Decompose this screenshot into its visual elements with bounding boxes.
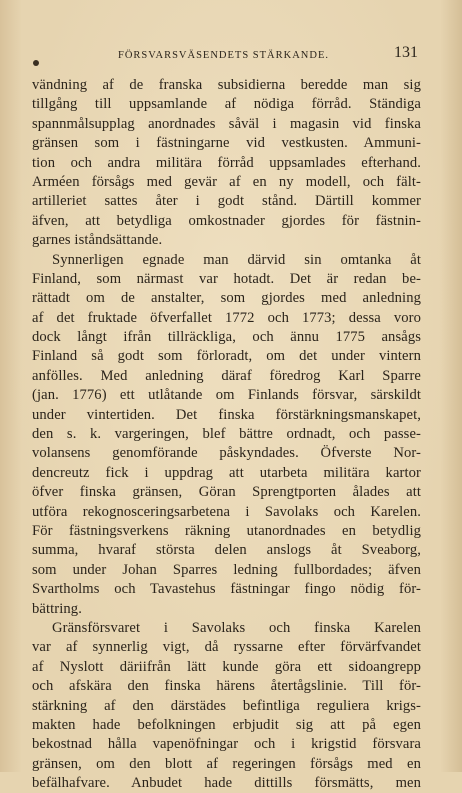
body-text xyxy=(32,76,421,793)
text-line: utföra rekognosceringsarbetena i Savolaks och Karelen. xyxy=(32,503,421,520)
text-line: makten hade befolkningen erbjudit sig att på egen xyxy=(32,716,421,733)
text-line: gränsen som i fästningarne vid vestkusten. Ammuni- xyxy=(32,135,421,152)
text-line: dencreutz fick i uppdrag att utarbeta militära kartor xyxy=(32,464,421,481)
text-line: Synnerligen egnade man därvid sin omtanka åt xyxy=(52,251,421,268)
text-line: anfölles. Med anledning däraf föredrog Karl Sparre xyxy=(32,367,421,384)
text-line: (jan. 1776) ett utlåtande om Finlands försvar, särskildt xyxy=(32,387,421,404)
text-line: som under Johan Sparres ledning fullbordades; äfven xyxy=(32,561,421,578)
text-line: gränsen, om den blott af regeringen försågs med en xyxy=(32,755,421,772)
text-line: Gränsförsvaret i Savolaks och finska Karelen xyxy=(52,619,421,636)
text-line: äfven, att betydliga omkostnader gjordes för fästnin- xyxy=(32,212,421,229)
text-line: bekostnad hålla vapenöfningar och i krigstid försvara xyxy=(32,736,421,753)
text-line: dock långt ifrån tillräckliga, och ännu 1775 ansågs xyxy=(32,329,421,346)
text-line: var af synnerlig vigt, då ryssarne efter förvärfvandet xyxy=(32,639,421,656)
text-line: För fästningsverkens räkning utanordnades en betydlig xyxy=(32,522,421,539)
text-line: befälhafvare. Anbudet hade dittills försmätts, men xyxy=(32,775,421,792)
page-header xyxy=(30,44,430,64)
text-line: den s. k. vargeringen, blef bättre ordnadt, och passe- xyxy=(32,426,421,443)
text-line: Finland, som närmast var hotadt. Det är redan be- xyxy=(32,270,421,287)
text-line: stärkning af den därstädes befintliga reguliera krigs- xyxy=(32,697,421,714)
text-line: rättadt om de anstalter, som gjordes med anledning xyxy=(32,290,421,307)
text-line: artilleriet sattes åter i godt stånd. Därtill kommer xyxy=(32,193,421,210)
text-line: af Nyslott däriifrån lätt kunde göra ett sidoangrepp xyxy=(32,658,421,675)
text-line: Finland så godt som förloradt, om det under vintern xyxy=(32,348,421,365)
text-line: Arméen försågs med gevär af en ny modell, och fält- xyxy=(32,173,421,190)
text-line: och afskära den finska härens återtågslinie. Till för- xyxy=(32,678,421,695)
text-line: tillgång till uppsamlande af nödiga förråd. Ständiga xyxy=(32,96,421,113)
text-line: volansens genomförande påskyndades. Öfverste Nor- xyxy=(32,445,421,462)
text-line: spannmålsupplag anordnades såväl i magasin vid finska xyxy=(32,115,421,132)
text-line: summa, hvaraf största delen anslogs åt Sveaborg, xyxy=(32,542,421,559)
running-head: FÖRSVARSVÄSENDETS STÄRKANDE. xyxy=(118,50,330,61)
text-line: Svartholms och Tavastehus fästningar fingo nödig för- xyxy=(32,581,421,598)
page-number: 131 xyxy=(394,44,418,61)
ink-spot xyxy=(33,60,39,66)
text-line: garnes iståndsättande. xyxy=(32,232,163,249)
text-line: bättring. xyxy=(32,600,82,617)
text-line: öfver finska gränsen, Göran Sprengtporten ålades att xyxy=(32,484,421,501)
text-line: af det fruktade öfverfallet 1772 och 1773; dessa voro xyxy=(32,309,421,326)
text-line: tion och andra militära förråd uppsamlades efterhand. xyxy=(32,154,421,171)
text-line: under vintertiden. Det finska förstärkningsmanskapet, xyxy=(32,406,421,423)
text-line: vändning af de franska subsidierna beredde man sig xyxy=(32,77,421,93)
